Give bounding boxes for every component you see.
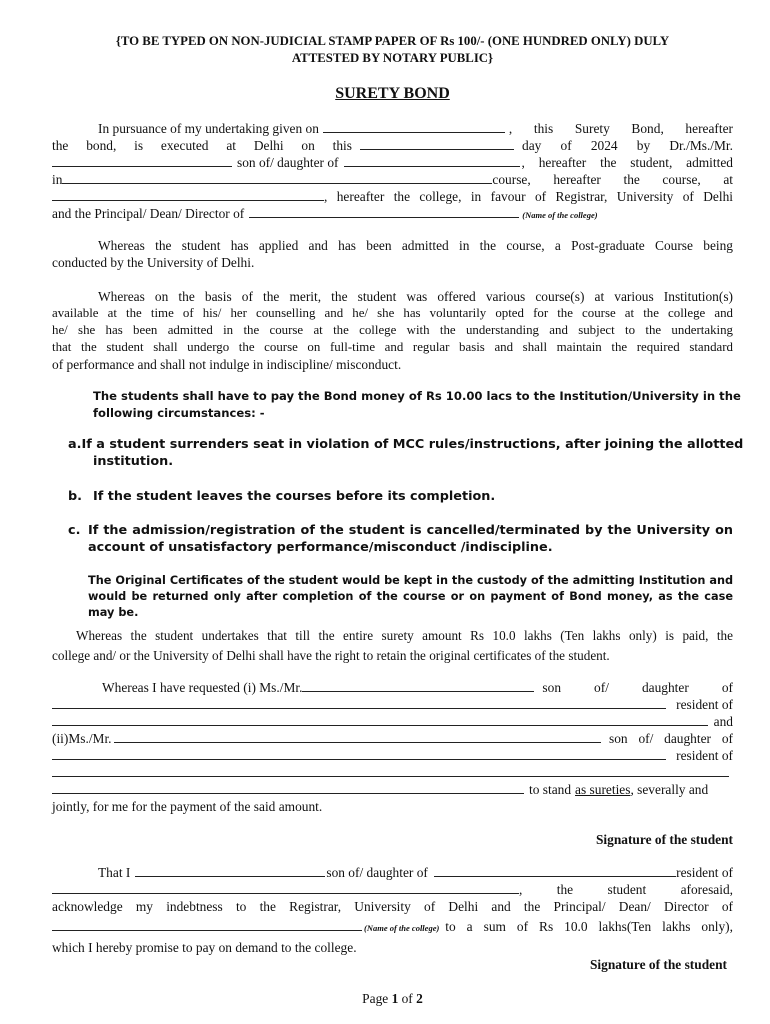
text-line: following circumstances: - (93, 406, 265, 420)
text-line: of performance and shall not indulge in indiscipline/ misconduct. (52, 357, 402, 372)
signature-text: Signature of the student (589, 957, 727, 972)
acknowledge-line-4 (52, 918, 733, 935)
text-line (519, 881, 733, 898)
intro-text: In pursuance of my undertaking given on (98, 121, 319, 136)
page-separator: of (398, 991, 417, 1006)
surety-2-residence-field[interactable] (52, 764, 729, 777)
text-line: son of/ daughter of (542, 680, 733, 695)
intro-text: the bond, is executed at Delhi on this (52, 138, 352, 153)
student-name-field[interactable] (135, 864, 325, 877)
college-name-field[interactable] (52, 918, 362, 931)
list-item-text: If the admission/registration of the student is cancelled/terminated by the University on (88, 523, 733, 538)
intro-text: , hereafter the college, in favour of Registrar, University of Delhi (324, 189, 733, 204)
surety-2-name-field[interactable] (114, 730, 601, 743)
page-title (52, 85, 733, 103)
text-line: Whereas I have requested (i) Ms./Mr. (102, 680, 303, 695)
blank-field[interactable] (52, 781, 524, 794)
page-number (52, 990, 733, 1007)
sureties-line-7 (52, 781, 733, 798)
student-signature-label-2 (52, 956, 733, 973)
text-line: Whereas the student undertakes that till the entire surety amount Rs 10.0 lakhs (Ten lakhs only) is paid, the (76, 628, 733, 643)
text-line: That I (98, 865, 131, 880)
title-text: SURETY BOND (335, 85, 450, 102)
paragraph-retain (52, 626, 733, 666)
text-line: resident of (676, 865, 733, 880)
list-marker: a. (68, 437, 82, 452)
blank-field[interactable] (344, 154, 520, 167)
text-word: student (607, 882, 647, 897)
intro-text: day of 2024 by Dr./Ms./Mr. (522, 138, 733, 153)
current-page: 1 (391, 991, 399, 1006)
signature-text: Signature of the student (595, 832, 733, 847)
header-line-1: {TO BE TYPED ON NON-JUDICIAL STAMP PAPER OF Rs 100/- (ONE HUNDRED ONLY) DULY (115, 34, 670, 48)
text-line: he/ she has been admitted in the course at the college with the understanding and subject to the undertaking (52, 323, 733, 337)
sureties-line-6 (52, 764, 733, 781)
sureties-line-5 (52, 747, 733, 764)
field-hint: (Name of the college) (522, 210, 598, 220)
sureties-line-1 (52, 679, 733, 696)
text-line: may be. (88, 606, 139, 619)
text-line: resident of (676, 697, 733, 712)
surety-2-parent-field[interactable] (52, 747, 666, 760)
text-line: to stand (529, 782, 572, 797)
sureties-line-8: jointly, for me for the payment of the said amount. (52, 799, 323, 814)
text-line: , severally and (630, 782, 709, 797)
paragraph-admitted (52, 237, 733, 271)
text-line: and (713, 714, 733, 729)
text-line: as sureties (575, 782, 631, 797)
text-line: to a sum of Rs 10.0 lakhs(Ten lakhs only), (445, 919, 733, 934)
intro-line-2 (52, 137, 733, 154)
list-marker: c. (68, 523, 81, 538)
intro-text: , this Surety Bond, hereafter (508, 121, 733, 136)
text-line: Whereas the student has applied and has been admitted in the course, a Post-graduate Course being (98, 238, 733, 253)
acknowledge-line-5: which I hereby promise to pay on demand to the college. (52, 940, 357, 955)
text-line: son of/ daughter of (326, 865, 428, 880)
document-page (52, 0, 744, 1024)
text-word: , (519, 882, 523, 897)
list-item-text: If a student surrenders seat in violation of MCC rules/instructions, after joining the allotted (81, 437, 744, 452)
certificates-clause (88, 573, 733, 621)
intro-text: , hereafter the student, admitted (521, 155, 733, 170)
total-pages: 2 (416, 991, 423, 1006)
parent-name-field[interactable] (434, 864, 676, 877)
surety-1-residence-field[interactable] (52, 713, 708, 726)
college-name-field[interactable] (249, 205, 519, 218)
list-item-text: institution. (93, 454, 174, 469)
circumstance-b (68, 488, 733, 505)
student-residence-field[interactable] (52, 881, 519, 894)
page-prefix: Page (362, 991, 392, 1006)
intro-line-4 (52, 171, 733, 188)
intro-text: course, hereafter the course, at (492, 172, 733, 187)
student-signature-label (52, 831, 733, 848)
sureties-line-4 (52, 730, 733, 747)
paragraph-merit (52, 288, 733, 373)
intro-text: son of/ daughter of (237, 155, 339, 170)
text-word: the (556, 882, 574, 897)
surety-1-parent-field[interactable] (52, 696, 666, 709)
text-line: The Original Certificates of the student would be kept in the custody of the admitting Institution and (88, 574, 734, 587)
text-line: would be returned only after completion of the course or on payment of Bond money, as the case (88, 590, 733, 603)
text-line: The students shall have to pay the Bond money of Rs 10.00 lacs to the Institution/University in the (93, 389, 741, 403)
sureties-line-3 (52, 713, 733, 730)
blank-field[interactable] (52, 188, 324, 201)
circumstance-c (68, 522, 733, 556)
intro-line-3 (52, 154, 733, 171)
blank-field[interactable] (62, 171, 492, 184)
header-line-2: ATTESTED BY NOTARY PUBLIC} (291, 51, 494, 65)
sureties-line-2 (52, 696, 733, 713)
blank-field[interactable] (360, 137, 514, 150)
intro-line-1 (52, 120, 733, 137)
list-marker: b. (68, 489, 83, 504)
surety-1-name-field[interactable] (302, 679, 534, 692)
text-line: son of/ daughter of (609, 731, 733, 746)
text-line: Whereas on the basis of the merit, the student was offered various course(s) at various Institution(s) (98, 289, 733, 304)
blank-field[interactable] (323, 120, 505, 133)
intro-line-6 (52, 205, 733, 222)
bond-money-clause (93, 388, 741, 422)
circumstance-a (68, 436, 744, 470)
acknowledge-line-2 (52, 881, 733, 898)
text-line: resident of (676, 748, 733, 763)
text-line: college and/ or the University of Delhi shall have the right to retain the original certificates of the student. (52, 648, 610, 663)
field-hint: (Name of the college) (364, 923, 440, 933)
acknowledge-line-3: acknowledge my indebtness to the Registrar, University of Delhi and the Principal/ Dean/ Director of (52, 899, 733, 914)
intro-line-5 (52, 188, 733, 205)
text-line: that the student shall undergo the course on full-time and regular basis and shall maintain the required standard (52, 340, 733, 354)
intro-text: and the Principal/ Dean/ Director of (52, 206, 245, 221)
list-item-text: account of unsatisfactory performance/misconduct /indiscipline. (88, 540, 553, 555)
stamp-paper-instruction (52, 33, 733, 67)
text-line: (ii)Ms./Mr. (52, 731, 112, 746)
acknowledge-line-1 (52, 864, 733, 881)
intro-text: in (52, 172, 63, 187)
text-line: conducted by the University of Delhi. (52, 255, 255, 270)
blank-field[interactable] (52, 154, 232, 167)
text-line: available at the time of his/ her counselling and he/ she has voluntarily opted for the course at the college and (52, 306, 733, 320)
text-word: aforesaid, (680, 882, 733, 897)
list-item-text: If the student leaves the courses before its completion. (93, 489, 496, 504)
